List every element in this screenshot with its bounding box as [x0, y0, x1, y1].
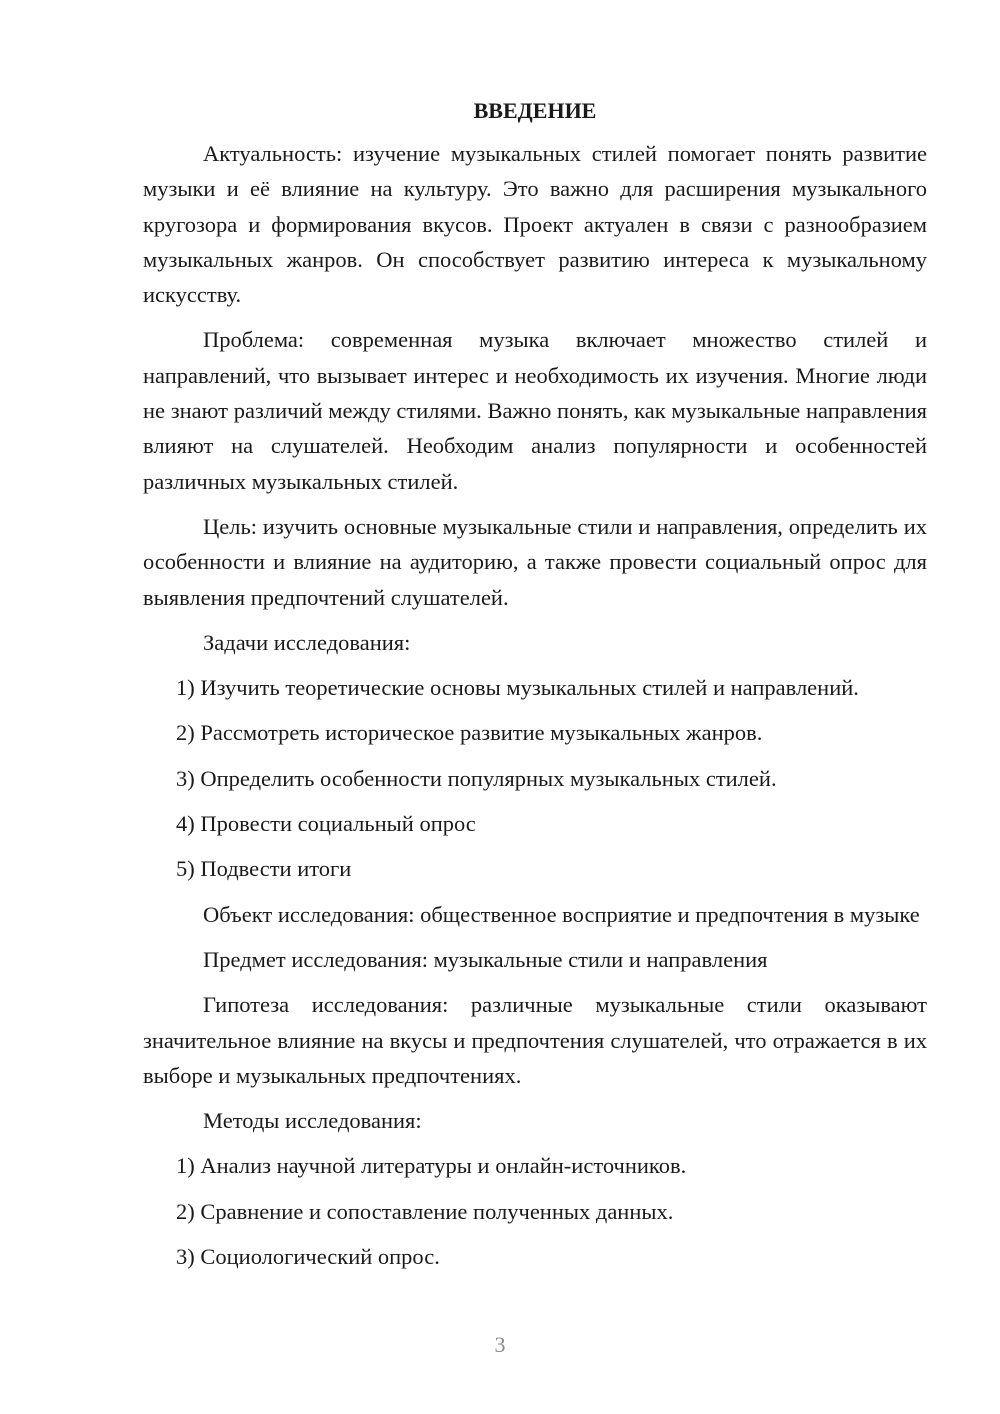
tasks-list — [143, 670, 927, 886]
methods-list — [143, 1148, 927, 1274]
method-item: 3) Социологический опрос. — [176, 1244, 440, 1270]
methods-heading: Методы исследования: — [203, 1108, 422, 1134]
task-item: 3) Определить особенности популярных музыкальных стилей. — [176, 765, 777, 791]
task-item: 5) Подвести итоги — [176, 856, 352, 882]
object-paragraph: Объект исследования: общественное восприятие и предпочтения в музыке — [203, 901, 920, 927]
task-item: 4) Провести социальный опрос — [176, 811, 476, 837]
problem-paragraph: Проблема: современная музыка включает множество стилей и направлений, что вызывает интерес и необходимость их изучения. Многие люди не знают различий между стилями. Важно понять, как музыкальные направления влияют на слушателей. Необходим анализ популярности и особенностей различных музыкальных стилей. — [143, 327, 927, 494]
page-number: 3 — [494, 1332, 506, 1357]
task-item: 2) Рассмотреть историческое развитие музыкальных жанров. — [176, 720, 763, 746]
relevance-paragraph: Актуальность: изучение музыкальных стилей помогает понять развитие музыки и её влияние на культуру. Это важно для расширения музыкального кругозора и формирования вкусов. Проект актуален в связи с разнообразием музыкальных жанров. Он способствует развитию интереса к музыкальному искусству. — [143, 141, 927, 308]
method-item: 1) Анализ научной литературы и онлайн-источников. — [176, 1153, 687, 1179]
goal-paragraph: Цель: изучить основные музыкальные стили и направления, определить их особенности и влияние на аудиторию, а также провести социальный опрос для выявления предпочтений слушателей. — [143, 513, 927, 610]
task-item: 1) Изучить теоретические основы музыкальных стилей и направлений. — [176, 675, 859, 701]
hypothesis-paragraph: Гипотеза исследования: различные музыкальные стили оказывают значительное влияние на вкусы и предпочтения слушателей, что отражается в их выборе и музыкальных предпочтениях. — [143, 992, 927, 1088]
method-item: 2) Сравнение и сопоставление полученных данных. — [176, 1198, 674, 1224]
tasks-heading: Задачи исследования: — [203, 629, 411, 655]
document-page — [143, 96, 927, 1284]
section-title: ВВЕДЕНИЕ — [473, 98, 597, 123]
subject-paragraph: Предмет исследования: музыкальные стили и направления — [203, 946, 768, 972]
